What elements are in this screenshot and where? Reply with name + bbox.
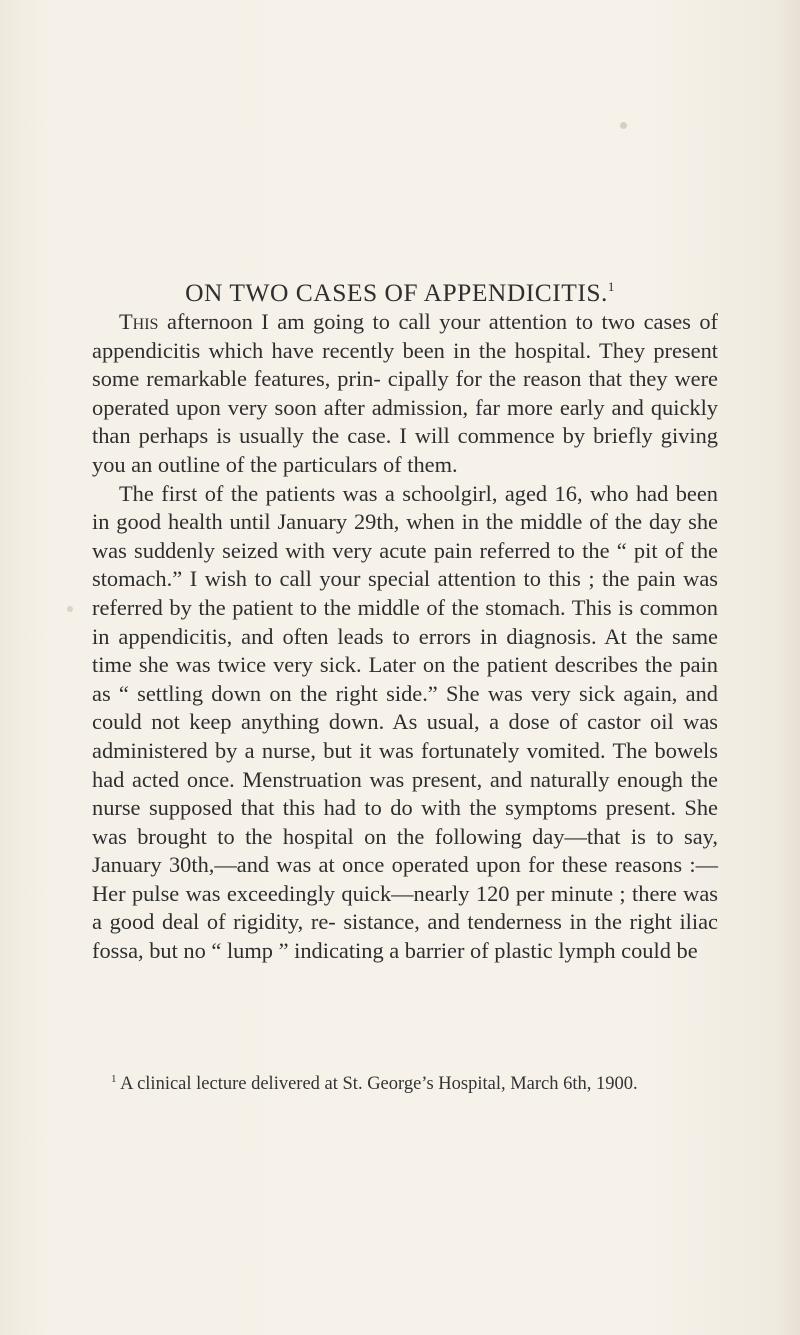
paragraph-text: afternoon I am going to call your attention to two cases of appendicitis which have recently been in the hospital. They present some remarkable features, prin- cipally for the reason that they were operated upon very soon after admission, far more early and quickly than perhaps is usually the case. I will commence by briefly giving you an outline of the particulars of them. — [92, 309, 718, 477]
title-footnote-marker: 1 — [607, 279, 615, 294]
footnote-paragraph — [92, 1067, 722, 1097]
article-body — [92, 308, 718, 966]
paragraph — [92, 480, 718, 966]
footnote — [92, 1067, 722, 1097]
footnote-marker: 1 — [111, 1073, 117, 1085]
paper-speck — [67, 606, 73, 612]
paragraph-text: The first of the patients was a schoolgirl, aged 16, who had been in good health until January 29th, when in the middle of the day she was suddenly seized with very acute pain referred to the “ pit of the stomach.” I wish to call your special attention to this ; the pain was referred by the patient to the middle of the stomach. This is common in appendicitis, and often leads to errors in diagnosis. At the same time she was twice very sick. Later on the patient describes the pain as “ settling down on the right side.” She was very sick again, and could not keep anything down. As usual, a dose of castor oil was administered by a nurse, but it was fortunately vomited. The bowels had acted once. Menstruation was present, and naturally enough the nurse supposed that this had to do with the symptoms present. She was brought to the hospital on the following day—that is to say, January 30th,—and was at once operated upon for these reasons :—Her pulse was exceedingly quick—nearly 120 per minute ; there was a good deal of rigidity, re- sistance, and tenderness in the right iliac fossa, but no “ lump ” indicating a barrier of plastic lymph could be — [92, 480, 718, 964]
article-title — [0, 272, 800, 308]
paragraph — [92, 308, 718, 480]
paper-speck — [620, 122, 627, 129]
footnote-text: A clinical lecture delivered at St. George’s Hospital, March 6th, 1900. — [120, 1074, 638, 1094]
page-edge-shadow — [774, 0, 800, 1335]
article-title-text: ON TWO CASES OF APPENDICITIS. — [185, 278, 608, 307]
opening-word: This — [119, 309, 159, 334]
